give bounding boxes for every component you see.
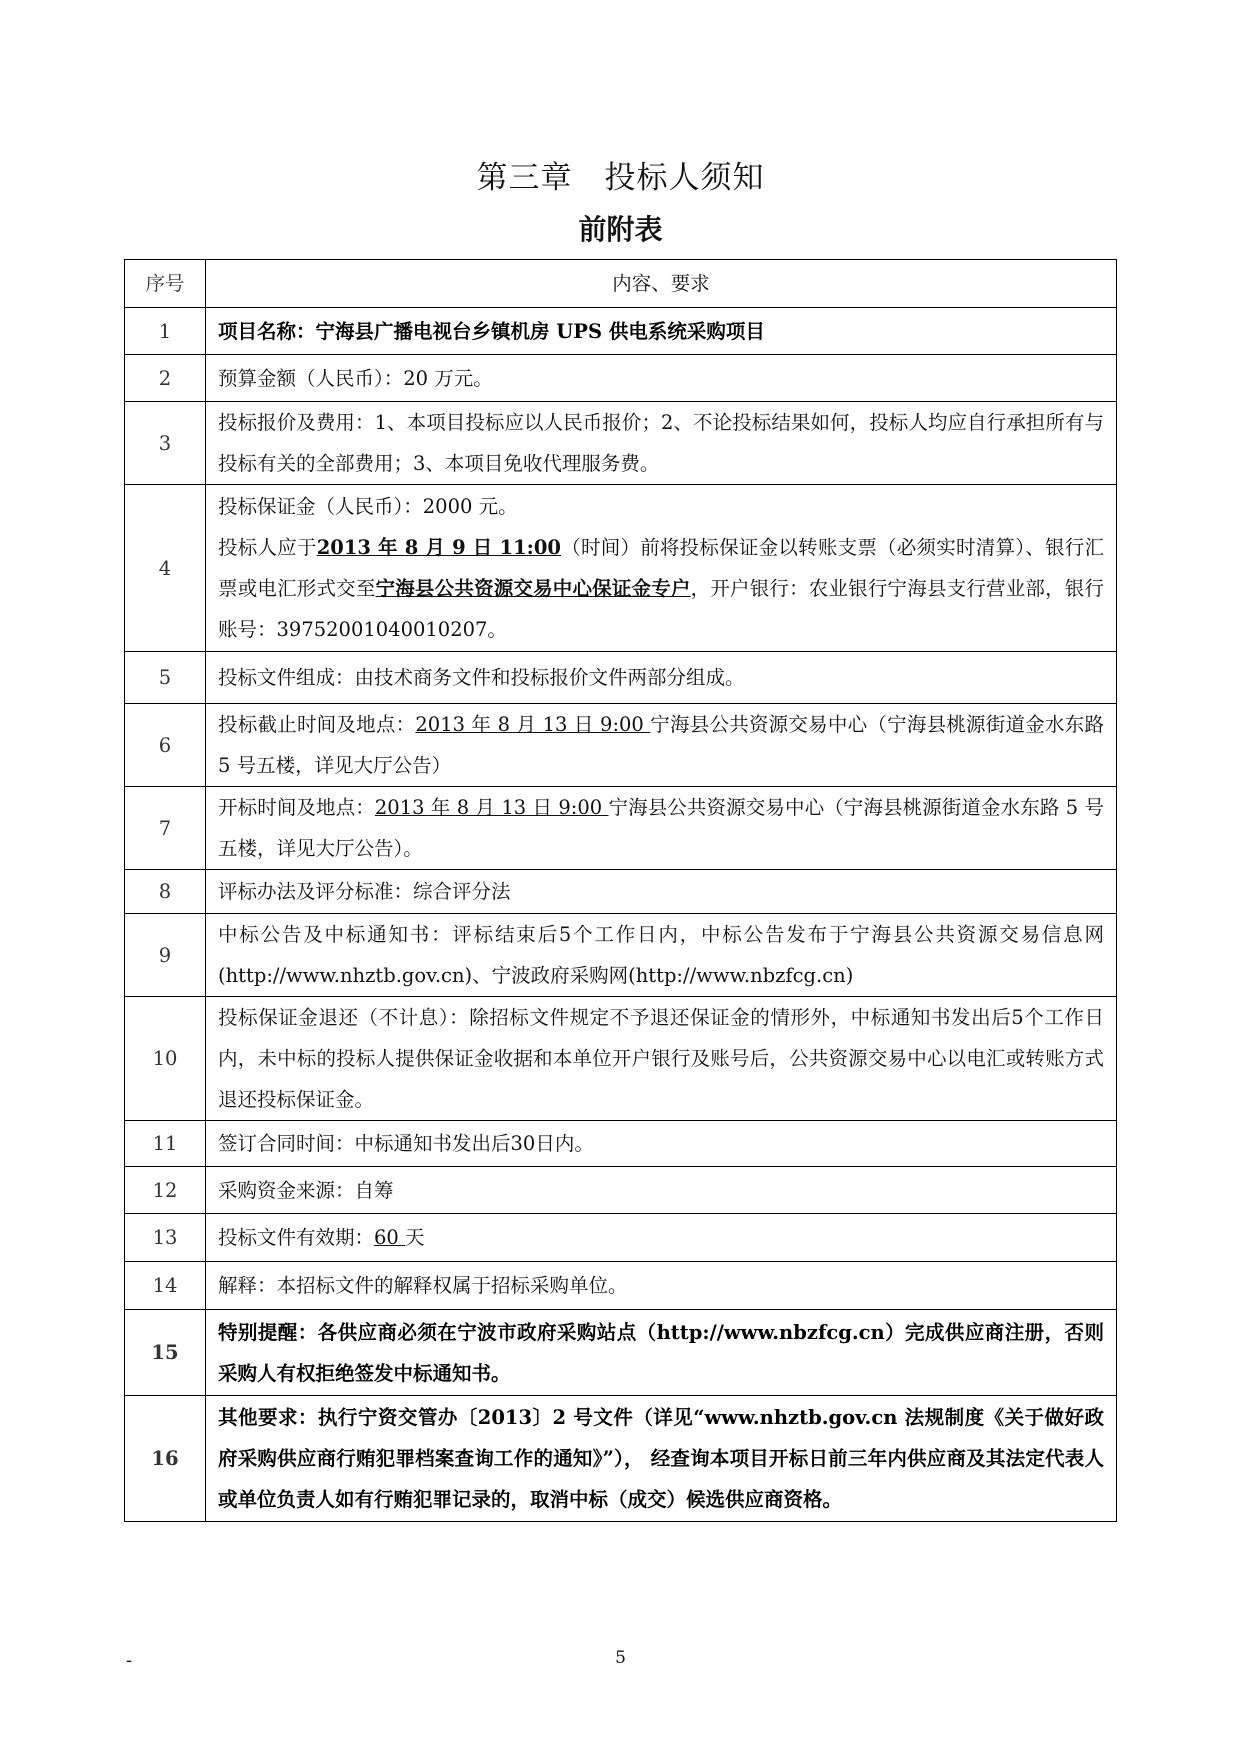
row-num: 6 xyxy=(125,704,206,787)
evaluation-method: 评标办法及评分标准：综合评分法 xyxy=(206,870,1117,914)
deadline-place: 宁海县公共资源交易中心（宁海县桃源街道金水东路 5 号五楼，详见大厅公告） xyxy=(218,713,1104,777)
deposit-amount: 投标保证金（人民币）：2000 元。 xyxy=(218,495,518,518)
row-num: 14 xyxy=(125,1262,206,1310)
budget: 预算金额（人民币）：20 万元。 xyxy=(206,355,1117,402)
table-row xyxy=(125,704,1117,787)
table-row xyxy=(125,308,1117,355)
row-num: 12 xyxy=(125,1167,206,1214)
award-notice: 中标公告及中标通知书：评标结束后5个工作日内，中标公告发布于宁海县公共资源交易信息网(http://www.nhztb.gov.cn)、宁波政府采购网(http://www.nbzfcg.cn) xyxy=(206,914,1117,997)
table-row xyxy=(125,1121,1117,1167)
table-row xyxy=(125,997,1117,1121)
page-subtitle: 前附表 xyxy=(578,213,663,246)
fund-source: 采购资金来源：自筹 xyxy=(206,1167,1117,1214)
bid-deposit xyxy=(206,485,1117,652)
row-num: 1 xyxy=(125,308,206,355)
bid-documents: 投标文件组成：由技术商务文件和投标报价文件两部分组成。 xyxy=(206,652,1117,704)
validity-label: 投标文件有效期： xyxy=(218,1226,375,1249)
row-num: 11 xyxy=(125,1121,206,1167)
interpretation: 解释：本招标文件的解释权属于招标采购单位。 xyxy=(206,1262,1117,1310)
row-num: 3 xyxy=(125,402,206,485)
deposit-text: 投标人应于 xyxy=(218,536,317,559)
bid-validity xyxy=(206,1214,1117,1262)
row-num: 9 xyxy=(125,914,206,997)
validity-unit: 天 xyxy=(405,1226,425,1249)
deposit-text: （时间）前将投标保证金以转账支票（必须实时清算）、银行汇票或电汇形式交至 xyxy=(218,536,1104,600)
deadline-date: 2013 年 8 月 13 日 9:00 xyxy=(415,713,651,736)
row-num: 10 xyxy=(125,997,206,1121)
table-row xyxy=(125,870,1117,914)
deposit-account-name: 宁海县公共资源交易中心保证金专户 xyxy=(375,577,691,600)
deadline-label: 投标截止时间及地点： xyxy=(218,713,416,736)
row-num: 16 xyxy=(125,1396,206,1522)
header-num: 序号 xyxy=(125,260,206,308)
other-requirements: 其他要求：执行宁资交管办〔2013〕2 号文件（详见“www.nhztb.gov.cn 法规制度《关于做好政府采购供应商行贿犯罪档案查询工作的通知》”）， 经查询本项目开标日前三年内供应商及其法定代表人或单位负责人如有行贿犯罪记录的，取消中标（成交）候选供应商资格。 xyxy=(206,1396,1117,1522)
deposit-text: ，开户银行：农业银行宁海县支行营业部，银行账号：39752001040010207。 xyxy=(218,577,1104,641)
header-content: 内容、要求 xyxy=(206,260,1117,308)
table-row xyxy=(125,1214,1117,1262)
opening-label: 开标时间及地点： xyxy=(218,796,375,819)
table-row xyxy=(125,485,1117,652)
row-num: 15 xyxy=(125,1310,206,1396)
validity-days: 60 xyxy=(374,1226,406,1249)
table-row xyxy=(125,787,1117,870)
page-title: 第三章 投标人须知 xyxy=(476,160,765,196)
opening-place: 宁海县公共资源交易中心（宁海县桃源街道金水东路 5 号五楼，详见大厅公告）。 xyxy=(218,796,1104,860)
table-row xyxy=(125,355,1117,402)
bid-opening xyxy=(206,787,1117,870)
table-row xyxy=(125,1396,1117,1522)
contract-time: 签订合同时间：中标通知书发出后30日内。 xyxy=(206,1121,1117,1167)
table-row xyxy=(125,914,1117,997)
table-row xyxy=(125,1262,1117,1310)
table-row xyxy=(125,652,1117,704)
special-reminder: 特别提醒：各供应商必须在宁波市政府采购站点（http://www.nbzfcg.cn）完成供应商注册，否则采购人有权拒绝签发中标通知书。 xyxy=(206,1310,1117,1396)
front-table xyxy=(124,259,1117,1522)
bid-deadline xyxy=(206,704,1117,787)
row-num: 8 xyxy=(125,870,206,914)
row-num: 13 xyxy=(125,1214,206,1262)
table-row xyxy=(125,1310,1117,1396)
table-header-row xyxy=(125,260,1117,308)
opening-date: 2013 年 8 月 13 日 9:00 xyxy=(374,796,609,819)
deposit-deadline: 2013 年 8 月 9 日 11:00 xyxy=(316,536,561,559)
table-row xyxy=(125,1167,1117,1214)
project-name: 项目名称：宁海县广播电视台乡镇机房 UPS 供电系统采购项目 xyxy=(206,308,1117,355)
row-num: 4 xyxy=(125,485,206,652)
footer-mark: - xyxy=(126,1650,133,1671)
page-number: 5 xyxy=(615,1648,626,1668)
deposit-refund: 投标保证金退还（不计息）：除招标文件规定不予退还保证金的情形外，中标通知书发出后5个工作日内，未中标的投标人提供保证金收据和本单位开户银行及账号后，公共资源交易中心以电汇或转账方式退还投标保证金。 xyxy=(206,997,1117,1121)
row-num: 2 xyxy=(125,355,206,402)
table-row xyxy=(125,402,1117,485)
bid-price-and-fees: 投标报价及费用：1、本项目投标应以人民币报价；2、不论投标结果如何，投标人均应自行承担所有与投标有关的全部费用；3、本项目免收代理服务费。 xyxy=(206,402,1117,485)
row-num: 7 xyxy=(125,787,206,870)
row-num: 5 xyxy=(125,652,206,704)
